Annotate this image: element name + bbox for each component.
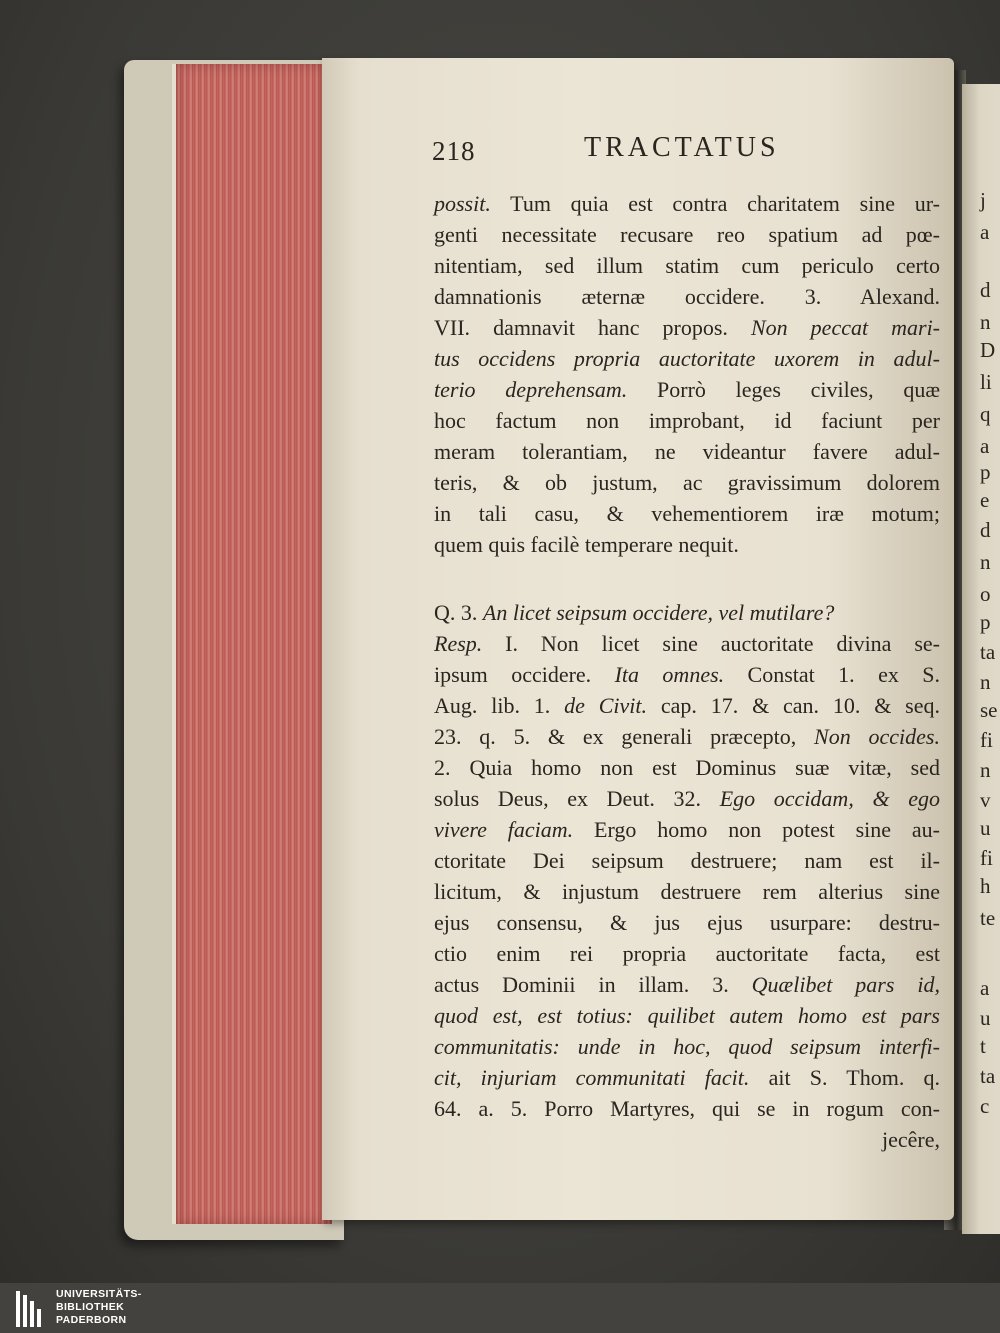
library-footer xyxy=(0,1283,1000,1333)
facing-page-letter: p xyxy=(980,460,991,484)
roman-text: genti necessitate recusare reo spatium ad pœ- xyxy=(434,222,940,247)
italic-text: de Civit. xyxy=(564,693,648,718)
red-page-edges xyxy=(172,64,332,1224)
text-line xyxy=(434,907,940,938)
text-line xyxy=(434,467,940,498)
facing-page-letter: n xyxy=(980,310,991,334)
facing-page-letter: n xyxy=(980,550,991,574)
italic-text: Resp. xyxy=(434,631,483,656)
text-line xyxy=(434,783,940,814)
facing-page-letter: se xyxy=(980,698,998,722)
italic-text: Ita omnes. xyxy=(614,662,725,687)
text-line xyxy=(434,405,940,436)
roman-text: jecêre, xyxy=(882,1127,940,1152)
facing-page-letter: D xyxy=(980,338,996,362)
text-line xyxy=(434,374,940,405)
roman-text: hoc factum non improbant, id faciunt per xyxy=(434,408,940,433)
facing-page-letter: d xyxy=(980,518,991,542)
facing-page-letter: d xyxy=(980,278,991,302)
roman-text: ait S. Thom. q. xyxy=(749,1065,940,1090)
paragraph-gap xyxy=(434,560,940,597)
italic-text: vivere faciam. xyxy=(434,817,574,842)
text-line xyxy=(434,1031,940,1062)
text-line xyxy=(434,498,940,529)
italic-text: Ego occidam, & ego xyxy=(719,786,940,811)
facing-page-letter: j xyxy=(980,188,986,212)
roman-text: 23. q. 5. & ex generali præcepto, xyxy=(434,724,815,749)
italic-text: Non peccat mari- xyxy=(750,315,941,340)
text-line xyxy=(434,436,940,467)
text-line xyxy=(434,343,940,374)
roman-text: Constat 1. ex S. xyxy=(724,662,940,687)
text-line xyxy=(434,814,940,845)
text-line xyxy=(434,845,940,876)
facing-page-letter: a xyxy=(980,434,990,458)
roman-text: Q. 3. xyxy=(434,600,483,625)
roman-text: VII. damnavit hanc propos. xyxy=(434,315,751,340)
roman-text: Aug. lib. 1. xyxy=(434,693,565,718)
roman-text: licitum, & injustum destruere rem alterius sine xyxy=(434,879,940,904)
facing-page-letter: li xyxy=(980,370,992,394)
roman-text: damnationis æternæ occidere. 3. Alexand. xyxy=(434,284,940,309)
roman-text: Ergo homo non potest sine au- xyxy=(573,817,940,842)
roman-text: Tum quia est contra charitatem sine ur- xyxy=(490,191,940,216)
roman-text: nitentiam, sed illum statim cum periculo certo xyxy=(434,253,940,278)
text-line xyxy=(434,1000,940,1031)
roman-text: teris, & ob justum, ac gravissimum dolorem xyxy=(434,470,940,495)
text-line xyxy=(434,1093,940,1124)
facing-page-letter: h xyxy=(980,874,991,898)
text-line xyxy=(434,721,940,752)
facing-page-letter: fi xyxy=(980,846,993,870)
text-line xyxy=(434,281,940,312)
text-line xyxy=(434,969,940,1000)
roman-text: ejus consensu, & jus ejus usurpare: destru- xyxy=(434,910,940,935)
text-line xyxy=(434,1124,940,1155)
roman-text: 2. Quia homo non est Dominus suæ vitæ, sed xyxy=(434,755,940,780)
running-head xyxy=(432,132,872,168)
roman-text: cap. 17. & can. 10. & seq. xyxy=(647,693,941,718)
italic-text: terio deprehensam. xyxy=(434,377,628,402)
facing-page-letter: q xyxy=(980,402,991,426)
facing-page-letter: e xyxy=(980,488,990,512)
logo-line: UNIVERSITÄTS- xyxy=(56,1288,142,1300)
facing-page-letter: c xyxy=(980,1094,990,1118)
italic-text: tus occidens propria auctoritate uxorem in adul- xyxy=(434,346,940,371)
text-line xyxy=(434,250,940,281)
italic-text: communitatis: unde in hoc, quod seipsum interfi- xyxy=(434,1034,940,1059)
facing-page-letter: te xyxy=(980,906,996,930)
facing-page-letter: n xyxy=(980,758,991,782)
text-line xyxy=(434,312,940,343)
text-line xyxy=(434,1062,940,1093)
text-line xyxy=(434,938,940,969)
body-text xyxy=(434,188,940,1155)
facing-page-letter: ta xyxy=(980,640,996,664)
facing-page-letter: a xyxy=(980,976,990,1000)
text-line xyxy=(434,752,940,783)
roman-text: ipsum occidere. xyxy=(434,662,615,687)
text-line xyxy=(434,628,940,659)
facing-page-letter: v xyxy=(980,788,991,812)
logo-line: BIBLIOTHEK xyxy=(56,1301,125,1313)
text-line xyxy=(434,690,940,721)
roman-text: in tali casu, & vehementiorem iræ motum; xyxy=(434,501,940,526)
roman-text: ctio enim rei propria auctoritate facta, est xyxy=(434,941,940,966)
italic-text: possit. xyxy=(434,191,491,216)
italic-text: An licet seipsum occidere, vel mutilare? xyxy=(482,600,835,625)
text-line xyxy=(434,597,940,628)
italic-text: quod est, est totius: quilibet autem homo est pars xyxy=(434,1003,940,1028)
page-number: 218 xyxy=(432,136,476,166)
facing-page-letter: n xyxy=(980,670,991,694)
running-title: TRACTATUS xyxy=(584,132,780,163)
roman-text: ctoritate Dei seipsum destruere; nam est il- xyxy=(434,848,940,873)
roman-text: Porrò leges civiles, quæ xyxy=(627,377,940,402)
facing-page-letter: p xyxy=(980,610,991,634)
logo-line: PADERBORN xyxy=(56,1314,127,1326)
roman-text: meram tolerantiam, ne videantur favere adul- xyxy=(434,439,940,464)
roman-text: 64. a. 5. Porro Martyres, qui se in rogum con- xyxy=(434,1096,940,1121)
text-line xyxy=(434,188,940,219)
facing-page-letter: t xyxy=(980,1034,986,1058)
italic-text: cit, injuriam communitati facit. xyxy=(434,1065,750,1090)
roman-text: actus Dominii in illam. 3. xyxy=(434,972,752,997)
facing-page-letter: ta xyxy=(980,1064,996,1088)
italic-text: Non occides. xyxy=(814,724,940,749)
library-logo-text xyxy=(56,1288,142,1327)
text-line xyxy=(434,876,940,907)
facing-page-letter: u xyxy=(980,1006,991,1030)
facing-page-letter: fi xyxy=(980,728,993,752)
library-logo-icon xyxy=(16,1291,46,1327)
italic-text: Quælibet pars id, xyxy=(751,972,940,997)
roman-text: I. Non licet sine auctoritate divina se- xyxy=(482,631,940,656)
roman-text: solus Deus, ex Deut. 32. xyxy=(434,786,720,811)
text-line xyxy=(434,219,940,250)
facing-page-letter: a xyxy=(980,220,990,244)
text-line xyxy=(434,659,940,690)
roman-text: quem quis facilè temperare nequit. xyxy=(434,532,739,557)
facing-page-letter: o xyxy=(980,582,991,606)
text-line xyxy=(434,529,940,560)
facing-page-letter: u xyxy=(980,816,991,840)
